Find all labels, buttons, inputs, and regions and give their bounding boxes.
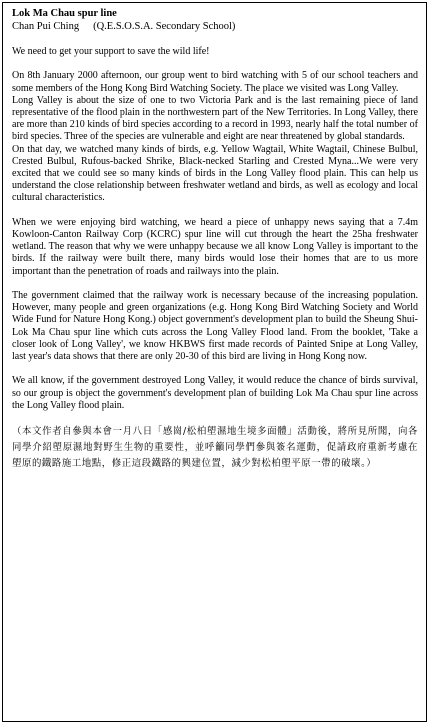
school-name: (Q.E.S.O.S.A. Secondary School)	[93, 21, 236, 32]
author-name: Chan Pui Ching	[12, 21, 80, 32]
intro-paragraph: We need to get your support to save the wild life!	[12, 46, 210, 57]
paragraph-conclusion: We all know, if the government destroyed Long Valley, it would reduce the chance of birds survival, so our group is object the government's development plan of building Lok Ma Chau spur line across the Long Valley flood plain.	[12, 375, 418, 411]
paragraph-birds: On that day, we watched many kinds of birds, e.g. Yellow Wagtail, White Wagtail, Chinese Bulbul, Crested Bulbul, Rufous-backed Shrike, Black-necked Starling and Crested Myna...We were very excited that we could see so many kinds of birds in the Long Valley flood plain. This can help us understand the close relationship between freshwater wetland and birds, as well as ecology and local cultural characteristics.	[12, 143, 418, 204]
paragraph-railway-news: When we were enjoying bird watching, we heard a piece of unhappy news saying that a 7.4m Kowloon-Canton Railway Corp (KCRC) spur line will cut through the heart the 25ha freshwater wetland. The reason that why we were unhappy because we all know Long Valley is important to the birds. If the railway were built there, many birds would lose their homes that are to us more important than the penetration of roads and railways into the plain.	[12, 216, 418, 277]
article-title: Lok Ma Chau spur line	[12, 8, 117, 19]
chinese-editor-note: （本文作者自參與本會一月八日「感崗/松柏塱濕地生境多面體」活動後，將所見所聞，向各同學介紹塱原濕地對野生生物的重要性，並呼籲同學們參與簽名運動，促請政府重新考慮在塱原的鐵路施工地點，修正這段鐵路的興建位置，減少對松柏塱平原一帶的破壞。）	[12, 426, 418, 470]
article-box	[2, 2, 427, 722]
paragraph-visit: On 8th January 2000 afternoon, our group went to bird watching with 5 of our school teachers and some members of the Hong Kong Bird Watching Society. The place we visited was Long Valley.	[12, 70, 418, 94]
paragraph-long-valley: Long Valley is about the size of one to two Victoria Park and is the last remaining piece of land representative of the flood plain in the northwestern part of the New Territories. In Long Valley, there are more than 210 kinds of bird species according to a record in 1993, nearly half the total number of bird species. Three of the species are vulnerable and eight are near threatened by global standards.	[12, 94, 418, 143]
byline	[12, 20, 418, 33]
paragraph-government: The government claimed that the railway work is necessary because of the increasing population. However, many people and green organizations (e.g. Hong Kong Bird Watching Society and World Wide Fund for Nature Hong Kong.) object government's development plan to build the Sheung Shui-Lok Ma Chau spur line which cuts across the Long Valley Flood land. From the booklet, 'Take a closer look of Long Valley', we know HKBWS first made records of Painted Snipe at Long Valley, last year's data shows that there are only 20-30 of this bird are living in Hong Kong now.	[12, 290, 418, 363]
